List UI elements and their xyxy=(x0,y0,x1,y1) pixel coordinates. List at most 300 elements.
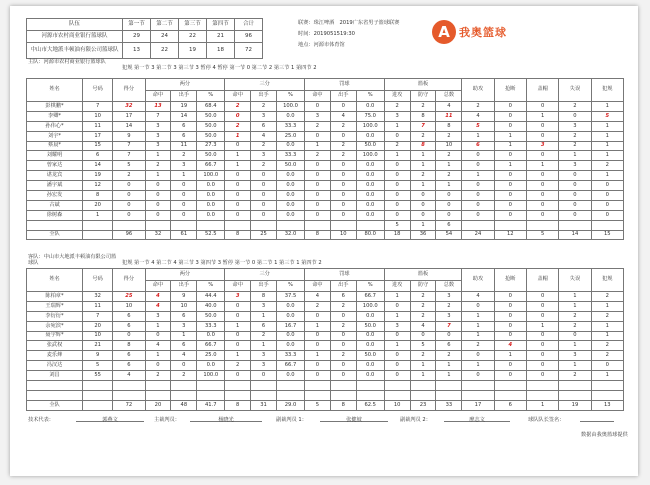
stat-pf: 1 xyxy=(591,121,623,131)
header-points: 得分 xyxy=(113,79,145,102)
stat-to: 2 xyxy=(559,321,591,331)
stat-m3: 1 xyxy=(225,321,251,331)
summary-team: 中山市大地派丰顿油有限公司篮球队 xyxy=(27,43,123,59)
stat-p2 xyxy=(197,381,225,391)
stat-no: 20 xyxy=(83,200,113,210)
summary-team: 河源市农村商业银行篮球队 xyxy=(27,31,123,43)
stat-pft: 50.0 xyxy=(356,321,384,331)
stat-p2: 25.0 xyxy=(197,351,225,361)
stat-stl: 4 xyxy=(494,341,526,351)
stat-tr: 33 xyxy=(436,400,462,410)
stat-dr xyxy=(410,390,436,400)
stat-or: 5 xyxy=(384,220,410,230)
stat-pts: 14 xyxy=(113,121,145,131)
stat-pft: 0.0 xyxy=(356,161,384,171)
stat-tr: 0 xyxy=(436,191,462,201)
stat-tr: 4 xyxy=(436,102,462,112)
stat-blk: 0 xyxy=(526,210,558,220)
stat-mft: 0 xyxy=(305,361,331,371)
stat-ast: 0 xyxy=(462,151,494,161)
stat-name xyxy=(27,390,83,400)
stat-to: 0 xyxy=(559,210,591,220)
stat-stl: 0 xyxy=(494,321,526,331)
stat-no: 7 xyxy=(83,102,113,112)
stat-no: 12 xyxy=(83,181,113,191)
stat-no: 17 xyxy=(83,131,113,141)
header-two-point: 两分 xyxy=(145,269,225,281)
stat-dr: 1 xyxy=(410,361,436,371)
stat-name: 李衍衍* xyxy=(27,311,83,321)
stat-pft: 50.0 xyxy=(356,141,384,151)
stat-p3: 0.0 xyxy=(276,331,304,341)
stat-a2: 6 xyxy=(171,131,197,141)
stat-no xyxy=(83,390,113,400)
stat-stl: 0 xyxy=(494,301,526,311)
stat-pf: 0 xyxy=(591,181,623,191)
stat-no: 11 xyxy=(83,121,113,131)
stat-pf: 1 xyxy=(591,301,623,311)
subheader-made: 命中 xyxy=(145,90,171,102)
stat-dr: 1 xyxy=(410,220,436,230)
stat-dr: 2 xyxy=(410,301,436,311)
stat-m3: 1 xyxy=(225,131,251,141)
subheader-def: 防守 xyxy=(410,90,436,102)
stat-p3 xyxy=(276,381,304,391)
stat-or: 3 xyxy=(384,321,410,331)
stat-ast: 1 xyxy=(462,321,494,331)
player-row xyxy=(27,161,624,171)
header-free-throw: 罚球 xyxy=(305,79,385,91)
stat-stl: 0 xyxy=(494,171,526,181)
stat-dr: 1 xyxy=(410,161,436,171)
stat-a3: 0 xyxy=(251,181,277,191)
stat-tr: 0 xyxy=(436,200,462,210)
player-row xyxy=(27,390,624,400)
stat-a2 xyxy=(171,220,197,230)
stat-to: 3 xyxy=(559,121,591,131)
player-row xyxy=(27,321,624,331)
stat-stl xyxy=(494,220,526,230)
stat-pf: 1 xyxy=(591,102,623,112)
stat-m2: 0 xyxy=(145,210,171,220)
stat-aft: 8 xyxy=(330,400,356,410)
stat-mft: 0 xyxy=(305,181,331,191)
stat-aft: 2 xyxy=(330,321,356,331)
stat-stl: 0 xyxy=(494,292,526,302)
stat-name: 刘宇* xyxy=(27,131,83,141)
stat-or: 0 xyxy=(384,181,410,191)
player-row xyxy=(27,111,624,121)
stat-a3: 2 xyxy=(251,331,277,341)
umpire2-name: 廖志文 xyxy=(444,416,510,422)
stat-mft: 1 xyxy=(305,351,331,361)
stat-m3 xyxy=(225,390,251,400)
stat-blk: 0 xyxy=(526,131,558,141)
stat-dr: 0 xyxy=(410,200,436,210)
stat-stl: 0 xyxy=(494,191,526,201)
stat-pft: 66.7 xyxy=(356,292,384,302)
stat-mft xyxy=(305,220,331,230)
stat-a3 xyxy=(251,381,277,391)
league-text: 联赛：珠江啤酒 2019广东省男子篮球联赛 xyxy=(298,20,400,26)
stat-m2: 4 xyxy=(145,341,171,351)
stat-tr: 2 xyxy=(436,151,462,161)
stat-m2 xyxy=(145,390,171,400)
stat-to: 14 xyxy=(559,230,591,240)
player-row xyxy=(27,191,624,201)
stat-m2: 1 xyxy=(145,171,171,181)
stat-stl: 0 xyxy=(494,181,526,191)
stat-a2: 0 xyxy=(171,361,197,371)
stat-stl: 0 xyxy=(494,121,526,131)
stat-or: 1 xyxy=(384,151,410,161)
stat-stl: 0 xyxy=(494,210,526,220)
stat-or: 0 xyxy=(384,171,410,181)
stat-a2: 4 xyxy=(171,351,197,361)
stat-pft: 0.0 xyxy=(356,171,384,181)
player-row xyxy=(27,341,624,351)
stat-a2 xyxy=(171,390,197,400)
stat-a3 xyxy=(251,220,277,230)
player-row xyxy=(27,292,624,302)
stat-p2: 0.0 xyxy=(197,361,225,371)
summary-row xyxy=(27,43,263,59)
stat-a2: 19 xyxy=(171,102,197,112)
stat-pf: 1 xyxy=(591,171,623,181)
stat-m2: 20 xyxy=(145,400,171,410)
stat-mft: 2 xyxy=(305,301,331,311)
stat-m2: 2 xyxy=(145,371,171,381)
stat-no xyxy=(83,400,113,410)
stat-stl: 0 xyxy=(494,331,526,341)
header-steals: 抢断 xyxy=(494,269,526,292)
stat-a3: 0 xyxy=(251,191,277,201)
stat-name: 王瑞辉* xyxy=(27,301,83,311)
stat-ast: 5 xyxy=(462,121,494,131)
stat-blk: 0 xyxy=(526,371,558,381)
stat-p3: 0.0 xyxy=(276,181,304,191)
stat-aft xyxy=(330,381,356,391)
stat-dr: 23 xyxy=(410,400,436,410)
stat-p2: 68.4 xyxy=(197,102,225,112)
stat-blk: 1 xyxy=(526,111,558,121)
subheader-att: 出手 xyxy=(330,90,356,102)
stat-stl xyxy=(494,390,526,400)
header-assists: 助攻 xyxy=(462,79,494,102)
stat-aft: 2 xyxy=(330,141,356,151)
stat-no: 11 xyxy=(83,301,113,311)
player-row xyxy=(27,141,624,151)
subheader-off: 进攻 xyxy=(384,90,410,102)
stat-to xyxy=(559,381,591,391)
stat-a3: 3 xyxy=(251,301,277,311)
stat-ast: 4 xyxy=(462,111,494,121)
stat-m3 xyxy=(225,381,251,391)
stat-p2: 0.0 xyxy=(197,210,225,220)
subheader-made: 命中 xyxy=(305,280,331,292)
stat-blk: 0 xyxy=(526,151,558,161)
stat-blk: 0 xyxy=(526,331,558,341)
stat-or: 0 xyxy=(384,131,410,141)
stat-p3: 25.0 xyxy=(276,131,304,141)
stat-pf: 5 xyxy=(591,111,623,121)
stat-a2: 2 xyxy=(171,151,197,161)
stat-ast xyxy=(462,381,494,391)
stat-stl: 1 xyxy=(494,161,526,171)
stat-a3: 31 xyxy=(251,400,277,410)
stat-pts: 9 xyxy=(113,131,145,141)
stat-aft: 2 xyxy=(330,301,356,311)
subheader-pct: % xyxy=(356,280,384,292)
stat-stl: 0 xyxy=(494,151,526,161)
stat-pft: 0.0 xyxy=(356,191,384,201)
stat-tr: 2 xyxy=(436,131,462,141)
stat-ast: 6 xyxy=(462,141,494,151)
header-three-point: 三分 xyxy=(225,79,305,91)
player-row xyxy=(27,200,624,210)
stat-pft: 0.0 xyxy=(356,311,384,321)
stat-mft: 0 xyxy=(305,171,331,181)
subheader-made: 命中 xyxy=(225,90,251,102)
stat-m2: 3 xyxy=(145,141,171,151)
stat-stl: 0 xyxy=(494,111,526,121)
stat-p2: 52.5 xyxy=(197,230,225,240)
stat-to: 2 xyxy=(559,141,591,151)
stat-or: 0 xyxy=(384,361,410,371)
stat-mft: 0 xyxy=(305,341,331,351)
stat-aft: 10 xyxy=(330,230,356,240)
stat-aft: 0 xyxy=(330,181,356,191)
stat-p3: 37.5 xyxy=(276,292,304,302)
summary-header-q4: 第四节 xyxy=(207,19,235,31)
stat-or: 3 xyxy=(384,111,410,121)
player-row xyxy=(27,121,624,131)
stat-a2: 48 xyxy=(171,400,197,410)
stat-p2: 50.0 xyxy=(197,111,225,121)
away-team-label: 客队：中山市大地派丰顿油有限公司篮球队 xyxy=(28,254,117,266)
stat-name: 李卿* xyxy=(27,111,83,121)
subheader-att: 出手 xyxy=(330,280,356,292)
stat-pts: 17 xyxy=(113,111,145,121)
player-row xyxy=(27,230,624,240)
game-info xyxy=(298,21,399,54)
home-fouls-line: 犯规 第一节 3 第二节 3 第三节 3 暂停 4 暂停 第一节 0 第二节 2 第三节 1 第四节 2 xyxy=(122,65,317,71)
stat-mft: 0 xyxy=(305,200,331,210)
player-row xyxy=(27,351,624,361)
stat-aft: 2 xyxy=(330,121,356,131)
stat-pf: 1 xyxy=(591,131,623,141)
stat-ast: 2 xyxy=(462,341,494,351)
stat-to: 1 xyxy=(559,341,591,351)
stat-m2: 0 xyxy=(145,331,171,341)
stat-pts xyxy=(113,220,145,230)
stat-pts: 6 xyxy=(113,321,145,331)
stat-to: 3 xyxy=(559,351,591,361)
stat-m2: 32 xyxy=(145,230,171,240)
stat-a3: 0 xyxy=(251,171,277,181)
stat-a3: 25 xyxy=(251,230,277,240)
stat-p3: 33.3 xyxy=(276,351,304,361)
stat-to xyxy=(559,390,591,400)
stat-name: 徐树森 xyxy=(27,210,83,220)
stat-m3: 0 xyxy=(225,141,251,151)
stat-p2: 27.3 xyxy=(197,141,225,151)
stat-pf: 1 xyxy=(591,331,623,341)
subheader-att: 出手 xyxy=(251,280,277,292)
stat-mft: 0 xyxy=(305,371,331,381)
header-turnovers: 失误 xyxy=(559,269,591,292)
stat-name: 冯汉达 xyxy=(27,361,83,371)
stat-a3: 1 xyxy=(251,311,277,321)
stat-blk xyxy=(526,381,558,391)
stat-mft: 1 xyxy=(305,321,331,331)
stat-p3: 50.0 xyxy=(276,161,304,171)
stat-a3: 6 xyxy=(251,121,277,131)
stat-pts: 7 xyxy=(113,151,145,161)
stat-pts: 0 xyxy=(113,210,145,220)
stat-p2: 50.0 xyxy=(197,151,225,161)
stat-m3: 0 xyxy=(225,311,251,321)
stat-dr: 7 xyxy=(410,121,436,131)
stat-to: 3 xyxy=(559,161,591,171)
summary-header-q2: 第二节 xyxy=(151,19,179,31)
player-row xyxy=(27,331,624,341)
subheader-made: 命中 xyxy=(305,90,331,102)
stat-m2: 3 xyxy=(145,311,171,321)
stat-mft: 0 xyxy=(305,131,331,141)
player-row xyxy=(27,102,624,112)
brand-name: 我奥篮球 xyxy=(459,26,507,39)
stat-to: 2 xyxy=(559,371,591,381)
stat-to: 0 xyxy=(559,181,591,191)
stat-p2: 33.3 xyxy=(197,321,225,331)
stat-pft: 0.0 xyxy=(356,181,384,191)
stat-dr: 1 xyxy=(410,151,436,161)
stat-p2: 50.0 xyxy=(197,121,225,131)
stat-or: 2 xyxy=(384,102,410,112)
stat-p3: 0.0 xyxy=(276,210,304,220)
umpire1-label: 副裁判员 1： xyxy=(276,417,307,423)
stat-a2: 1 xyxy=(171,331,197,341)
stat-p3: 100.0 xyxy=(276,102,304,112)
player-row xyxy=(27,381,624,391)
stat-p3: 0.0 xyxy=(276,311,304,321)
stat-ast: 0 xyxy=(462,161,494,171)
stat-pft: 100.0 xyxy=(356,151,384,161)
stat-p2: 50.0 xyxy=(197,311,225,321)
stat-tr: 2 xyxy=(436,351,462,361)
stat-a2: 6 xyxy=(171,341,197,351)
stat-mft xyxy=(305,381,331,391)
stat-aft: 4 xyxy=(330,111,356,121)
stat-aft: 2 xyxy=(330,151,356,161)
stat-no: 21 xyxy=(83,341,113,351)
stat-mft: 2 xyxy=(305,151,331,161)
stat-pft: 80.0 xyxy=(356,230,384,240)
stat-no: 9 xyxy=(83,351,113,361)
stat-stl xyxy=(494,381,526,391)
stat-m2: 0 xyxy=(145,191,171,201)
stat-pts: 96 xyxy=(113,230,145,240)
stat-tr xyxy=(436,390,462,400)
stat-pf xyxy=(591,220,623,230)
stat-pf: 2 xyxy=(591,351,623,361)
player-row xyxy=(27,181,624,191)
stat-pf: 0 xyxy=(591,210,623,220)
stat-to: 0 xyxy=(559,331,591,341)
stat-pts xyxy=(113,390,145,400)
stat-stl: 1 xyxy=(494,141,526,151)
stat-or: 0 xyxy=(384,351,410,361)
captain-sign-label: 球队队长签名： xyxy=(528,417,565,423)
stat-or: 18 xyxy=(384,230,410,240)
stat-name: 彭棋鹏* xyxy=(27,102,83,112)
stat-ast: 24 xyxy=(462,230,494,240)
stat-pft: 0.0 xyxy=(356,102,384,112)
stat-pf: 1 xyxy=(591,141,623,151)
stat-p3: 29.0 xyxy=(276,400,304,410)
umpire2-label: 副裁判员 2： xyxy=(400,417,431,423)
stat-name: 刘耀明 xyxy=(27,151,83,161)
stat-dr: 2 xyxy=(410,351,436,361)
stat-blk: 0 xyxy=(526,301,558,311)
stat-p3: 0.0 xyxy=(276,191,304,201)
subheader-tot: 总数 xyxy=(436,90,462,102)
stat-p3: 0.0 xyxy=(276,341,304,351)
stat-aft xyxy=(330,220,356,230)
stat-m2: 0 xyxy=(145,361,171,371)
summary-header-row xyxy=(27,19,263,31)
venue-text: 地点：河源市体育馆 xyxy=(298,42,345,48)
stat-ast: 1 xyxy=(462,311,494,321)
brand-logo xyxy=(432,20,507,44)
stat-ast: 0 xyxy=(462,181,494,191)
stat-tr: 0 xyxy=(436,210,462,220)
stat-p3: 33.3 xyxy=(276,151,304,161)
stat-ast: 1 xyxy=(462,361,494,371)
stat-to: 1 xyxy=(559,292,591,302)
stat-stl: 0 xyxy=(494,200,526,210)
stat-blk: 1 xyxy=(526,161,558,171)
stat-pts: 0 xyxy=(113,331,145,341)
stat-aft: 0 xyxy=(330,171,356,181)
stat-to: 0 xyxy=(559,200,591,210)
data-provider-text: 数据由我奥篮球提供 xyxy=(581,432,628,438)
stat-pts: 72 xyxy=(113,400,145,410)
stat-m3: 0 xyxy=(225,371,251,381)
stat-aft: 0 xyxy=(330,161,356,171)
stat-a2: 0 xyxy=(171,191,197,201)
stat-m3: 0 xyxy=(225,191,251,201)
away-fouls-line: 犯规 第一节 4 第二节 4 第三节 3 第四节 3 暂停 第一节 0 第二节 1 第三节 1 第四节 2 xyxy=(122,260,322,266)
stat-blk: 0 xyxy=(526,361,558,371)
stat-dr: 0 xyxy=(410,191,436,201)
stat-m3: 1 xyxy=(225,351,251,361)
stat-a2: 0 xyxy=(171,210,197,220)
stat-to: 2 xyxy=(559,311,591,321)
stat-p3: 0.0 xyxy=(276,141,304,151)
stat-a3: 6 xyxy=(251,321,277,331)
stat-pft: 0.0 xyxy=(356,200,384,210)
stat-stl: 0 xyxy=(494,311,526,321)
stat-blk xyxy=(526,390,558,400)
player-row xyxy=(27,301,624,311)
header-assists: 助攻 xyxy=(462,269,494,292)
stat-m2 xyxy=(145,381,171,391)
stat-no: 14 xyxy=(83,161,113,171)
stat-name: 曾家达 xyxy=(27,161,83,171)
stat-m2: 13 xyxy=(145,102,171,112)
